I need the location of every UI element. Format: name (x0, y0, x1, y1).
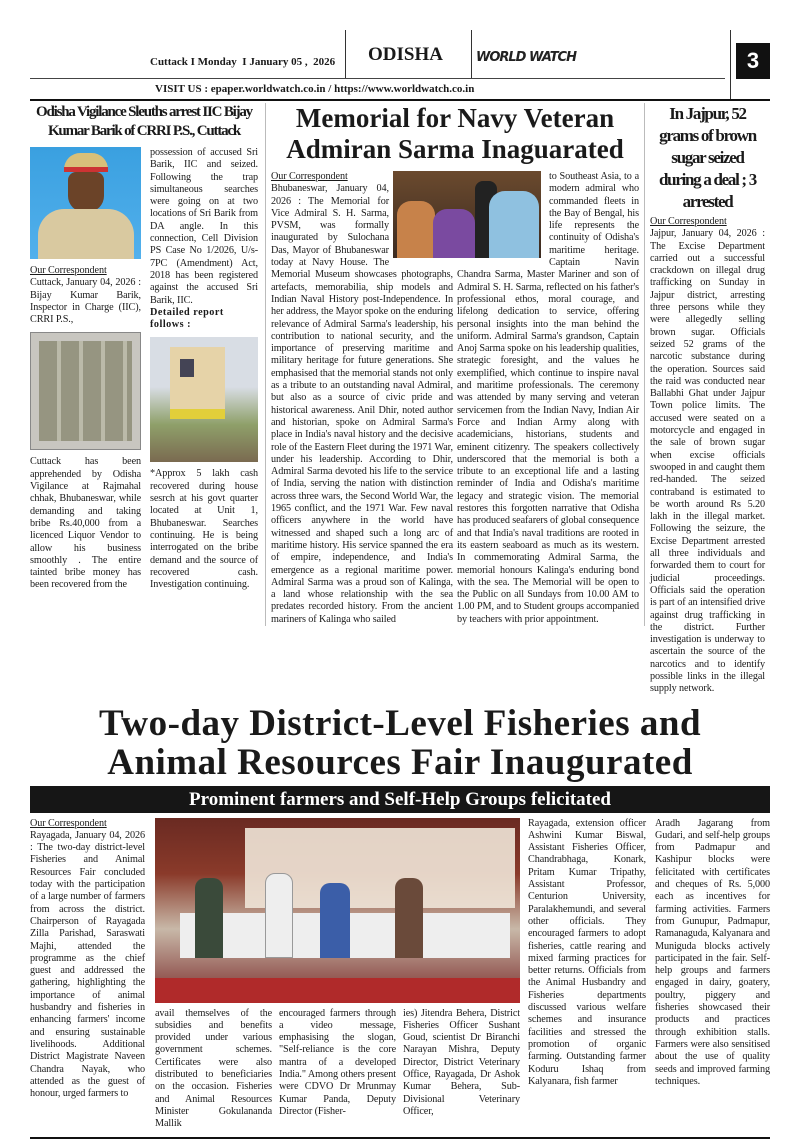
officer-photo (30, 147, 141, 259)
vigilance-intro-text: Cuttack, January 04, 2026 : Bijay Kumar Barik, Inspector in Charge (IIC), CRRI P.S., (30, 277, 141, 326)
jajpur-headline: In Jajpur, 52 grams of brown sugar seized during a deal ; 3 arrested (659, 104, 756, 211)
memorial-col2-text: Chandra Sarma, Master Mariner and son of Admiral S. H. Sarma, reflected on his father's professional ethos, moral courage, and lifelong dedication to service, offering personal insights into the man behind the uniform. Admiral Sarma's grandson, Captain Anoj Sarma spoke on his leadership qualities, strategic foresight, and the values he exemplified, which continue to inspire naval and maritime professionals. The ceremony was attended by many serving and veteran servicemen from the Indian Navy, Indian Air Force and Indian Army along with academicians, historians, students and eminent citizenry. The speakers collectively underscored that the memorial is both a tribute to an exceptional life and a lasting reminder of India and Odisha's maritime legacy and strategic vision. The memorial restores this forgotten narrative that Odisha has produced seafarers of global consequence and that India's naval traditions are rooted in its eastern seaboard as much as its western. In commemorating Admiral Sarma, the memorial honours Kalinga's enduring bond with the sea. The Memorial will be open to the Public on all Sundays from 10.00 AM to 1.00 PM, and to Student groups accompanied by teachers with prior appointment. (457, 269, 640, 625)
memorial-body (271, 171, 639, 626)
memorial-article (265, 103, 645, 626)
correspondent-byline: Our Correspondent (30, 817, 107, 829)
vigilance-col-right (150, 147, 258, 592)
jajpur-article (650, 103, 765, 696)
correspondent-byline: Our Correspondent (271, 171, 348, 182)
dateline: Cuttack I Monday I January 05 , 2026 (150, 56, 336, 68)
fair-col2: avail themselves of the subsidies and benefits provided under various government schemes. Certificates were also distributed to beneficiaries on the occasion. Fisheries and Animal Resources Minister Gokulananda Mallik (155, 1007, 272, 1130)
fair-body (30, 818, 770, 1131)
fair-subhead: Prominent farmers and Self-Help Groups felicitated (30, 786, 770, 813)
jajpur-body (650, 216, 765, 696)
vigilance-text: possession of accused Sri Barik, IIC and seized. Following the trap simultaneous searches were going on at two locations of Sri Barik from DA angle. In this connection, Cell Division PS Case No 1/2026, U/s-7PC (Amendment) Act, 2018 has been registered against the accused Sri Barik, IIC. (150, 147, 258, 306)
visit-us: VISIT US : epaper.worldwatch.co.in / https://www.worldwatch.co.in (155, 83, 475, 95)
fair-middle-columns (155, 1008, 520, 1131)
memorial-lead: Bhubaneswar, January 04, 2026 : The Memorial for Vice Admiral S. H. Sarma, PVSM, was formally inaugurated by Sulochana Das, Mayor (271, 183, 389, 256)
fair-headline-line1: Two-day District-Level Fisheries and (98, 702, 702, 744)
fair-col1 (30, 818, 145, 1101)
memorial-photo (393, 171, 541, 258)
logo-text: WORLD WATCH (476, 50, 576, 65)
section-title: ODISHA (368, 44, 443, 65)
vigilance-intro (30, 265, 141, 326)
top-stories (30, 103, 770, 696)
correspondent-byline: Our Correspondent (650, 216, 727, 227)
vigilance-article (30, 103, 258, 592)
bottom-rule (30, 1137, 770, 1139)
vigilance-caption: *Approx 5 lakh cash recovered during house sesrch at his govt quarter located at Unit 1, Bhubaneswar. Searches continuing. He is being interrogated on the bribe demand and the source of recovered cash. Investigation continuing. (150, 468, 258, 591)
fair-middle (155, 818, 520, 1131)
vigilance-headline: Odisha Vigilance Sleuths arrest IIC Bijay Kumar Barik of CRRI P.S., Cuttack (36, 104, 252, 139)
correspondent-byline: Our Correspondent (30, 265, 107, 276)
jajpur-text: Jajpur, January 04, 2026 : The Excise Department carried out a successful crackdown on illegal drug trafficking on Sunday in Jajpur district, arresting three persons while they were allegedly selling brown sugar. Officials seized 52 grams of the narcotic substance during the operation. Sources said the raid was conducted near Ballabhi Ghat under Jajpur Town police limits. The accused were seated on a motorcycle and engaged in the sale of brown sugar when excise officials swooped in and caught them red-handed. The seized contraband is estimated to be worth around Rs 5.20 lakh in the illegal market. Following the seizure, the Excise Department arrested all three individuals and forwarded them to court for judicial proceedings. Officials said the operation is part of an intensified drive against drug trafficking in the district. Further investigation is underway to ascertain the source of the narcotics and to identify possible links in the illegal supply network. (650, 228, 765, 695)
fair-col4: ies) Jitendra Behera, District Fisheries Officer Sushant Goud, scientist Dr Biranchi Narayan Mishra, Deputy Director, District Veterinary Office, Rayagada, Dr Ashok Kumar Behera, Sub-Divisional Veterinary Officer, (403, 1007, 520, 1117)
house-photo (150, 337, 258, 462)
fair-col5: Rayagada, extension officer Ashwini Kumar Biswal, Assistant Fisheries Officer, Chandrabhaga, Konark, Pritam Kumar Tripathy, Assistant Professor, Centurion University, Paralakhemundi, and several other officials. They encouraged farmers to adopt fisheries, cattle rearing and mixed farming practices for better returns. Officials from the Animal Husbandry and Fisheries departments discussed various welfare schemes and insurance facilities and stressed the promotion of organic farming. Outstanding farmer Koduru Ishaq from Kalyanara, fish farmer (528, 817, 646, 1087)
vigilance-body-right (150, 147, 258, 331)
memorial-col1-text: of Bhubaneswar today at Navy House. The Memorial Museum showcases photographs, artefacts, memorabilia, ship models and Indian Naval History post-Independence. In her address, the Mayor spoke on the enduring relevance of Admiral Sarma's leadership, his contribution to national security, and the importance of preserving maritime and military heritage for future generations. She emphasised that the memorial stands not only as a tribute to an outstanding naval Admiral, but also as a source of civic pride and historical awareness. Anil Dhir, noted author and historian, spoke on Admiral Sarma's place in India's naval history and the decisive role of the Eastern Fleet during the 1971 War, under his leadership. According to Dhir, Admiral Sarma devoted his life to the service of India, serving the nation with distinction across three wars, the Second World War, the 1965 conflict, and the 1971 War. Few naval officers anywhere in the world have witnessed and shaped such a long arc of maritime history. His service spanned the era of empire, independence, and India's emergence as a regional maritime power. Admiral Sarma was a proud son of Kalinga, a land whose relationship with the sea predates recorded history. From the ancient mariners of Kalinga who sailed (271, 244, 453, 625)
vigilance-col-left (30, 147, 141, 592)
fair-col3: encouraged farmers through a video message, emphasising the slogan, "Self-reliance is the core mantra of a developed India." Among others present were CDVO Dr Mrunmay Kumar Panda, Deputy Director (Fisher- (279, 1007, 396, 1117)
detailed-report: Detailed report follows : (150, 306, 224, 331)
fair-headline-line2: Animal Resources Fair Inaugurated (107, 741, 693, 783)
vigilance-body-left: Cuttack has been apprehended by Odisha Vigilance at Rajmahal chhak, Bhubaneswar, while demanding and taking bribe Rs.40,000 from a licenced Liquor Vendor to allow his business smoothly . The entire tainted bribe money has been recovered from the (30, 456, 141, 591)
memorial-col2-top: to Southeast Asia, to a modern admiral who commanded fleets in the Bay of Bengal, his life represents the continuity of Odisha's maritime heritage. Captain Navin (549, 171, 639, 269)
vigilance-columns (30, 147, 258, 592)
cash-photo (30, 332, 141, 450)
fair-col1-text: Rayagada, January 04, 2026 : The two-day district-level Fisheries and Animal Resources Fair concluded today with the participation of a large number of farmers from across the district. Chairperson of Rayagada Zilla Parishad, Saraswati Majhi, attended the programme as the chief guest and addressed the gathering, highlighting the importance of animal husbandry and fisheries in enhancing farmers' income and ensuring sustainable livelihoods. Additional District Magistrate Naveen Chandra Nayak, who attended as the guest of honour, urged farmers to (30, 829, 145, 1100)
memorial-headline: Memorial for Navy Veteran Admiran Sarma Inaguarated (286, 103, 624, 164)
fair-photo (155, 818, 520, 1003)
fair-headline (20, 704, 780, 782)
page-number: 3 (736, 43, 770, 79)
fair-col6: Aradh Jagarang from Gudari, and self-help groups from Padmapur and Kashipur blocks were felicitated with certificates and cheques of Rs. 5,000 each as incentives for farming activities. Farmers from Gunupur, Padmapur, Ramanaguda, Kalyanara and Muniguda blocks actively participated in the fair. Self-help groups and farmers engaged in dairy, goatery, poultry, piggery and fisheries showcased their products and practices through exhibition stalls. Farmers were also sensitised about the use of quality seeds and improved farming techniques. (655, 817, 770, 1087)
